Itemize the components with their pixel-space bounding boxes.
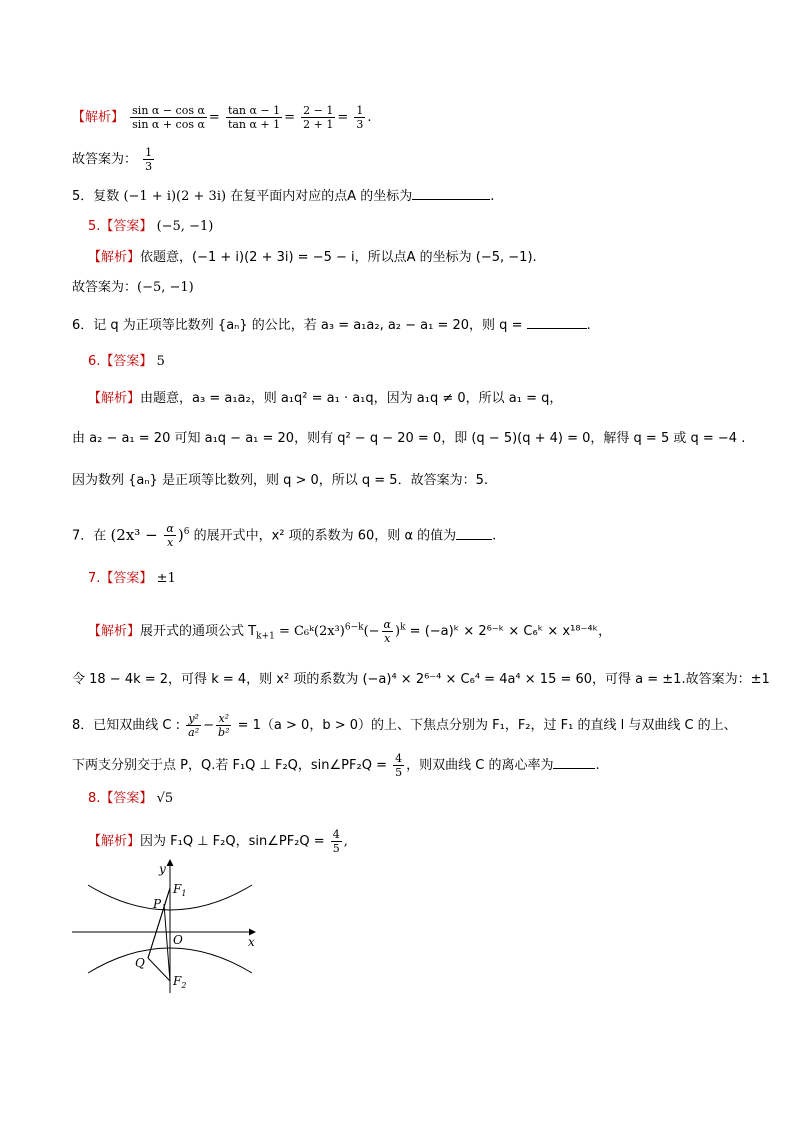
answer-blank [553, 756, 595, 769]
answer-blank [527, 316, 587, 329]
q6-analysis-3: 因为数列 {aₙ} 是正项等比数列，则 q > 0，所以 q = 5．故答案为：5. [72, 473, 488, 488]
q7-binomial-expression: (2x³ − $\frac{\alpha}{x}$ )$^6$ [110, 522, 190, 549]
q4-final-answer: 故答案为： $\frac{1}{3}$ [72, 146, 153, 173]
q6-answer: 6.【答案】 5 [88, 354, 165, 369]
q5-final-answer: 故答案为：(−5, −1) [72, 280, 194, 295]
analysis-label: 【解析】 [72, 110, 125, 125]
q4-fraction-1: $\frac{\text{sin α − cos α}}{\text{sin α + cos α}}$ [132, 104, 205, 131]
label-F1: $F_1$ [173, 882, 187, 898]
label-O: O [173, 933, 183, 947]
q4-fraction-3: $\frac{2 - 1}{2 + 1}$ [303, 104, 334, 131]
q4-result: $\frac{1}{3}$ [356, 104, 364, 131]
segment-PF2 [164, 904, 170, 981]
hyperbola-figure [70, 855, 270, 995]
q5-question: 5．复数 (−1 + i)(2 + 3i) 在复平面内对应的点A 的坐标为 . [72, 189, 495, 204]
label-P: P [153, 897, 162, 911]
q8-analysis: 【解析】因为 F₁Q ⊥ F₂Q，sin∠PF₂Q = $\frac{4}{5}$ , [88, 828, 348, 855]
q8-question-1: 8．已知双曲线 C : $\frac{\text{y²}}{\text{a²}}$ − $\frac{\text{x²}}{\text{b²}}$ = 1（a > 0，b > 0）的上、下焦点分别为 F₁，F₂，过 F₁ 的直线 l 与双曲线 C 的上、 [72, 712, 737, 739]
label-F2: $F_2$ [173, 974, 187, 990]
label-x: x [248, 935, 255, 949]
q4-analysis: 【解析】 $\frac{\text{sin α − cos α}}{\text{sin α + cos α}}$ = $\frac{\text{tan α − 1}}{\text{tan α + 1}}$ = $\frac{2 - 1}{2 + 1}$ = $\frac{1}{3}$ . [72, 104, 372, 131]
q8-question-2: 下两支分别交于点 P，Q.若 F₁Q ⊥ F₂Q，sin∠PF₂Q = $\frac{4}{5}$ ，则双曲线 C 的离心率为 . [72, 752, 600, 779]
q6-analysis-1: 【解析】由题意，a₃ = a₁a₂，则 a₁q² = a₁ · a₁q，因为 a₁q ≠ 0，所以 a₁ = q， [88, 391, 563, 406]
q7-analysis-1: 【解析】展开式的通项公式 $T_{k+1}$ = $C_6ᵏ(2x^3)^{6-k}(-$ $\frac{\alpha}{x}$ )$^k$ = (−a)ᵏ × 2⁶⁻ᵏ × C₆ᵏ × x¹⁸⁻⁴ᵏ， [88, 618, 612, 645]
q8-answer: 8.【答案】 √5 [88, 791, 174, 806]
q4-final-fraction: $\frac{1}{3}$ [145, 146, 153, 173]
q6-analysis-2: 由 a₂ − a₁ = 20 可知 a₁q − a₁ = 20，则有 q² − q − 20 = 0，即 (q − 5)(q + 4) = 0，解得 q = 5 或 q = −4 . [72, 431, 746, 446]
q4-fraction-2: $\frac{\text{tan α − 1}}{\text{tan α + 1}}$ [227, 104, 281, 131]
q5-answer: 5.【答案】 (−5, −1) [88, 219, 214, 234]
q6-question: 6．记 q 为正项等比数列 {aₙ} 的公比，若 a₃ = a₁a₂, a₂ − a₁ = 20，则 q = . [72, 318, 591, 333]
segment-QF2 [148, 958, 170, 981]
label-y: y [159, 862, 166, 876]
q7-analysis-2: 令 18 − 4k = 2，可得 k = 4，则 x² 项的系数为 (−a)⁴ × 2⁶⁻⁴ × C₆⁴ = 4a⁴ × 15 = 60，可得 a = ±1.故答案为：±1 [72, 672, 770, 687]
label-Q: Q [135, 956, 145, 970]
q7-question: 7．在 (2x³ − $\frac{\alpha}{x}$ )$^6$ 的展开式中，x² 项的系数为 60，则 α 的值为 . [72, 522, 497, 549]
answer-blank [456, 527, 492, 540]
q5-analysis: 【解析】依题意，(−1 + i)(2 + 3i) = −5 − i，所以点A 的坐标为 (−5, −1). [88, 250, 537, 265]
q8-fraction: $\frac{4}{5}$ [332, 828, 340, 855]
q7-answer: 7.【答案】 ±1 [88, 571, 176, 586]
answer-blank [412, 187, 490, 200]
